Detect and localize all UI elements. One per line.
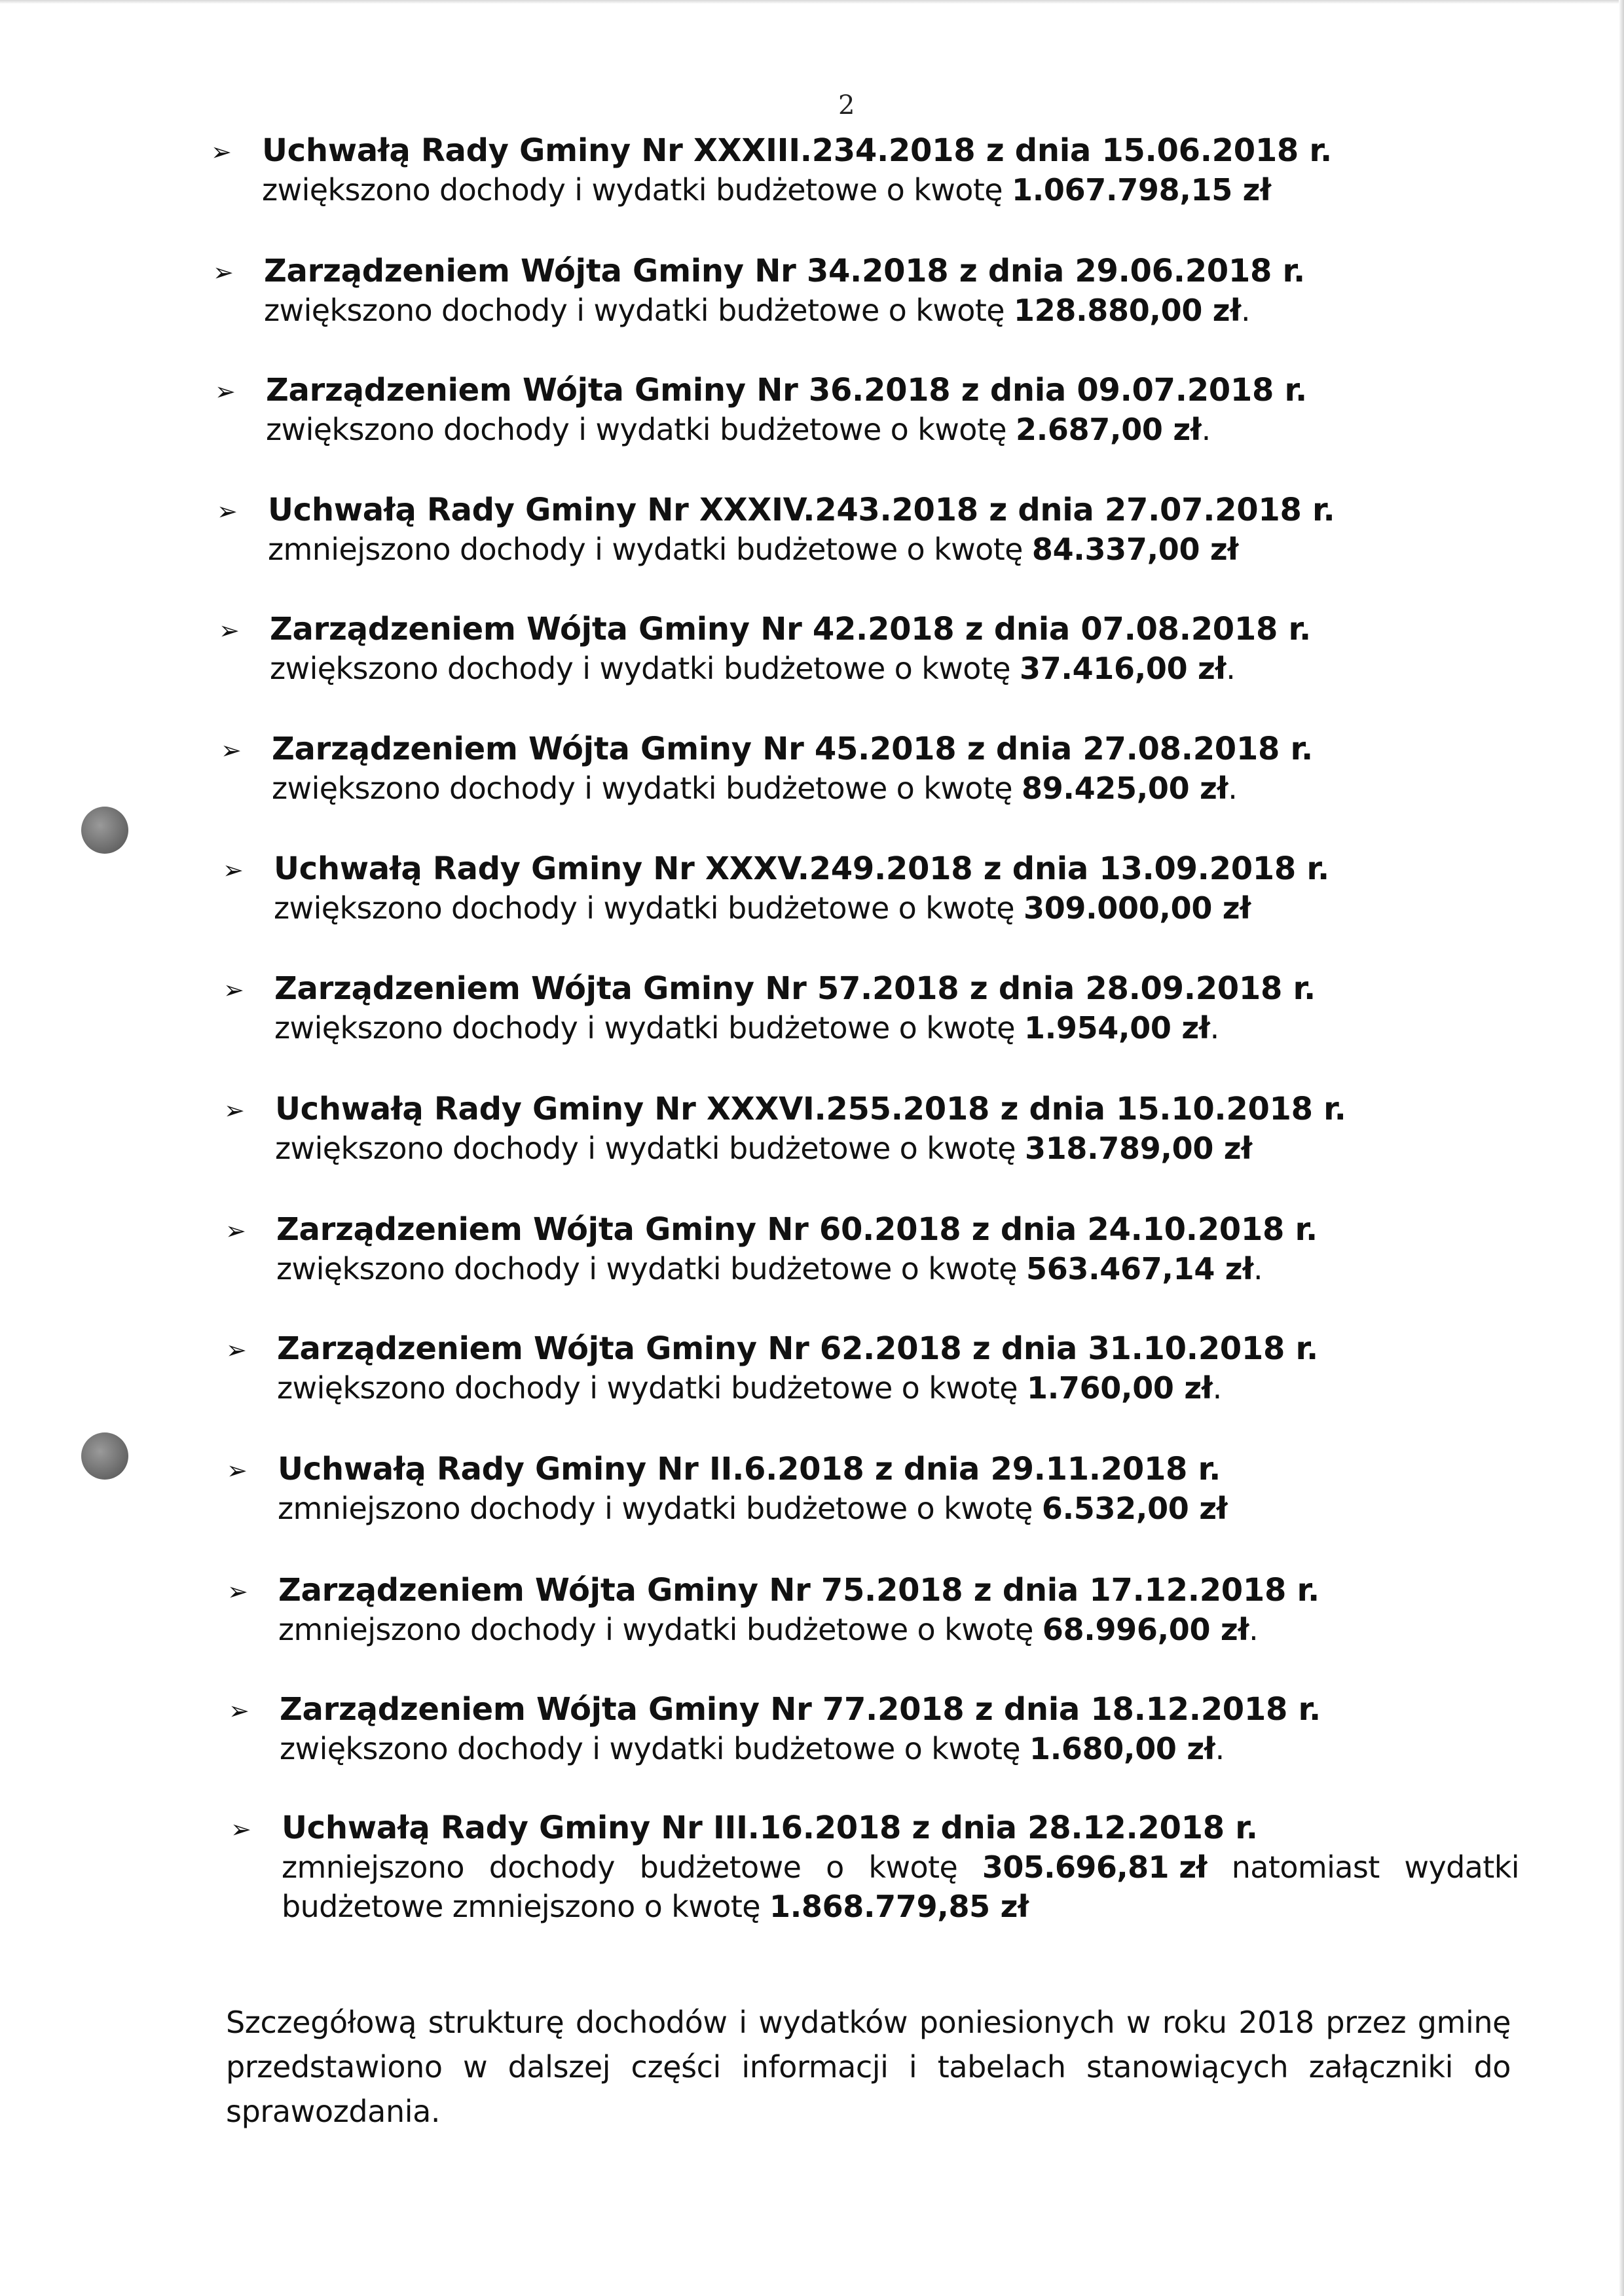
entry-text: zwiększono dochody i wydatki budżetowe o kwotę 89.425,00 zł. — [272, 771, 1238, 806]
entry-text: zwiększono dochody i wydatki budżetowe o kwotę 1.680,00 zł. — [280, 1731, 1225, 1766]
arrow-bullet-icon: ➢ — [227, 1577, 248, 1606]
entry-text: zmniejszono dochody budżetowe o kwotę 305.696,81 zł natomiast wydatki — [282, 1848, 1519, 1887]
entry-amount: 1.760,00 zł — [1027, 1370, 1213, 1406]
summary-paragraph: Szczegółową strukturę dochodów i wydatków poniesionych w roku 2018 przez gminę przedstawiono w dalszej części informacji i tabelach stanowiących załączniki do sprawozdania. — [226, 2005, 1511, 2129]
entry-text: zwiększono dochody i wydatki budżetowe o kwotę 318.789,00 zł — [275, 1131, 1252, 1166]
entry-title: Uchwałą Rady Gminy Nr XXXIII.234.2018 z dnia 15.06.2018 r. — [262, 132, 1332, 169]
arrow-bullet-icon: ➢ — [223, 975, 244, 1004]
entry-text: zmniejszono dochody i wydatki budżetowe o kwotę 6.532,00 zł — [278, 1491, 1228, 1526]
list-item — [219, 610, 1311, 688]
entry-amount: 6.532,00 zł — [1041, 1491, 1228, 1526]
entry-amount: 305.696,81 zł — [982, 1850, 1207, 1885]
arrow-bullet-icon: ➢ — [225, 1216, 246, 1245]
arrow-bullet-icon: ➢ — [229, 1696, 249, 1725]
arrow-bullet-icon: ➢ — [217, 497, 238, 526]
list-item — [225, 1210, 1318, 1288]
list-item — [226, 1329, 1318, 1408]
entry-title: Uchwałą Rady Gminy Nr XXXV.249.2018 z dnia 13.09.2018 r. — [274, 850, 1329, 887]
entry-title: Zarządzeniem Wójta Gminy Nr 42.2018 z dnia 07.08.2018 r. — [270, 611, 1311, 647]
list-item — [231, 1808, 1519, 1926]
punch-hole — [81, 807, 128, 854]
entry-title: Zarządzeniem Wójta Gminy Nr 62.2018 z dnia 31.10.2018 r. — [277, 1330, 1318, 1367]
entry-text: zwiększono dochody i wydatki budżetowe o kwotę 2.687,00 zł. — [266, 412, 1211, 447]
arrow-bullet-icon: ➢ — [227, 1456, 248, 1485]
arrow-bullet-icon: ➢ — [226, 1336, 247, 1364]
entry-amount: 318.789,00 zł — [1025, 1131, 1252, 1166]
entry-amount: 1.680,00 zł — [1029, 1731, 1215, 1766]
entry-text: zwiększono dochody i wydatki budżetowe o kwotę 128.880,00 zł. — [264, 293, 1251, 328]
list-item — [213, 251, 1305, 330]
entry-text: zwiększono dochody i wydatki budżetowe o kwotę 1.954,00 zł. — [274, 1010, 1219, 1046]
entry-text: zmniejszono dochody i wydatki budżetowe o kwotę 84.337,00 zł — [268, 532, 1239, 567]
arrow-bullet-icon: ➢ — [221, 736, 242, 765]
arrow-bullet-icon: ➢ — [213, 258, 234, 287]
entry-text: zmniejszono dochody i wydatki budżetowe o kwotę 68.996,00 zł. — [278, 1612, 1259, 1647]
entry-amount: 1.868.779,85 zł — [769, 1889, 1029, 1924]
list-item — [215, 371, 1307, 449]
entry-amount: 2.687,00 zł — [1016, 412, 1202, 447]
arrow-bullet-icon: ➢ — [211, 137, 232, 166]
entry-text: zwiększono dochody i wydatki budżetowe o kwotę 563.467,14 zł. — [276, 1251, 1263, 1286]
entry-title: Zarządzeniem Wójta Gminy Nr 45.2018 z dnia 27.08.2018 r. — [272, 731, 1313, 767]
entry-amount: 1.954,00 zł — [1024, 1010, 1210, 1046]
entry-text-continued: budżetowe zmniejszono o kwotę 1.868.779,85 zł — [282, 1889, 1029, 1924]
entry-title: Zarządzeniem Wójta Gminy Nr 36.2018 z dnia 09.07.2018 r. — [266, 372, 1307, 409]
entry-amount: 1.067.798,15 zł — [1012, 172, 1271, 208]
arrow-bullet-icon: ➢ — [224, 1096, 245, 1125]
list-item — [224, 1089, 1346, 1168]
entry-amount: 68.996,00 zł — [1042, 1612, 1249, 1647]
entry-amount: 37.416,00 zł — [1020, 651, 1227, 686]
entry-text: zwiększono dochody i wydatki budżetowe o kwotę 309.000,00 zł — [274, 890, 1251, 926]
entry-text: zwiększono dochody i wydatki budżetowe o kwotę 1.067.798,15 zł — [262, 172, 1271, 208]
entry-text: zwiększono dochody i wydatki budżetowe o kwotę 1.760,00 zł. — [277, 1370, 1222, 1406]
list-item — [221, 729, 1313, 808]
entry-title: Zarządzeniem Wójta Gminy Nr 75.2018 z dnia 17.12.2018 r. — [278, 1572, 1320, 1609]
entry-amount: 563.467,14 zł — [1026, 1251, 1253, 1286]
arrow-bullet-icon: ➢ — [219, 616, 240, 645]
scan-edge-right — [1619, 0, 1624, 2296]
entry-title: Uchwałą Rady Gminy Nr III.16.2018 z dnia 28.12.2018 r. — [282, 1810, 1258, 1846]
list-item — [211, 131, 1332, 210]
scan-edge-top — [0, 0, 1624, 4]
entry-amount: 89.425,00 zł — [1022, 771, 1228, 806]
entry-title: Uchwałą Rady Gminy Nr XXXVI.255.2018 z dnia 15.10.2018 r. — [275, 1091, 1346, 1127]
page-number: 2 — [838, 90, 855, 120]
arrow-bullet-icon: ➢ — [215, 377, 236, 406]
list-item — [217, 490, 1335, 569]
entry-title: Uchwałą Rady Gminy Nr II.6.2018 z dnia 29.11.2018 r. — [278, 1451, 1221, 1487]
entry-amount: 84.337,00 zł — [1031, 532, 1239, 567]
list-item — [229, 1690, 1321, 1768]
punch-hole — [81, 1432, 128, 1480]
list-item — [227, 1571, 1320, 1649]
list-item — [227, 1449, 1228, 1528]
entry-text: zwiększono dochody i wydatki budżetowe o kwotę 37.416,00 zł. — [270, 651, 1236, 686]
list-item — [223, 849, 1329, 928]
list-item — [223, 969, 1316, 1048]
entry-title: Zarządzeniem Wójta Gminy Nr 34.2018 z dnia 29.06.2018 r. — [264, 253, 1305, 289]
entry-amount: 309.000,00 zł — [1024, 890, 1251, 926]
entry-title: Uchwałą Rady Gminy Nr XXXIV.243.2018 z dnia 27.07.2018 r. — [268, 492, 1335, 528]
entry-title: Zarządzeniem Wójta Gminy Nr 60.2018 z dnia 24.10.2018 r. — [276, 1211, 1318, 1248]
arrow-bullet-icon: ➢ — [231, 1815, 251, 1844]
entry-title: Zarządzeniem Wójta Gminy Nr 57.2018 z dnia 28.09.2018 r. — [274, 970, 1316, 1007]
entry-amount: 128.880,00 zł — [1014, 293, 1241, 328]
entry-title: Zarządzeniem Wójta Gminy Nr 77.2018 z dnia 18.12.2018 r. — [280, 1691, 1321, 1728]
arrow-bullet-icon: ➢ — [223, 856, 244, 884]
